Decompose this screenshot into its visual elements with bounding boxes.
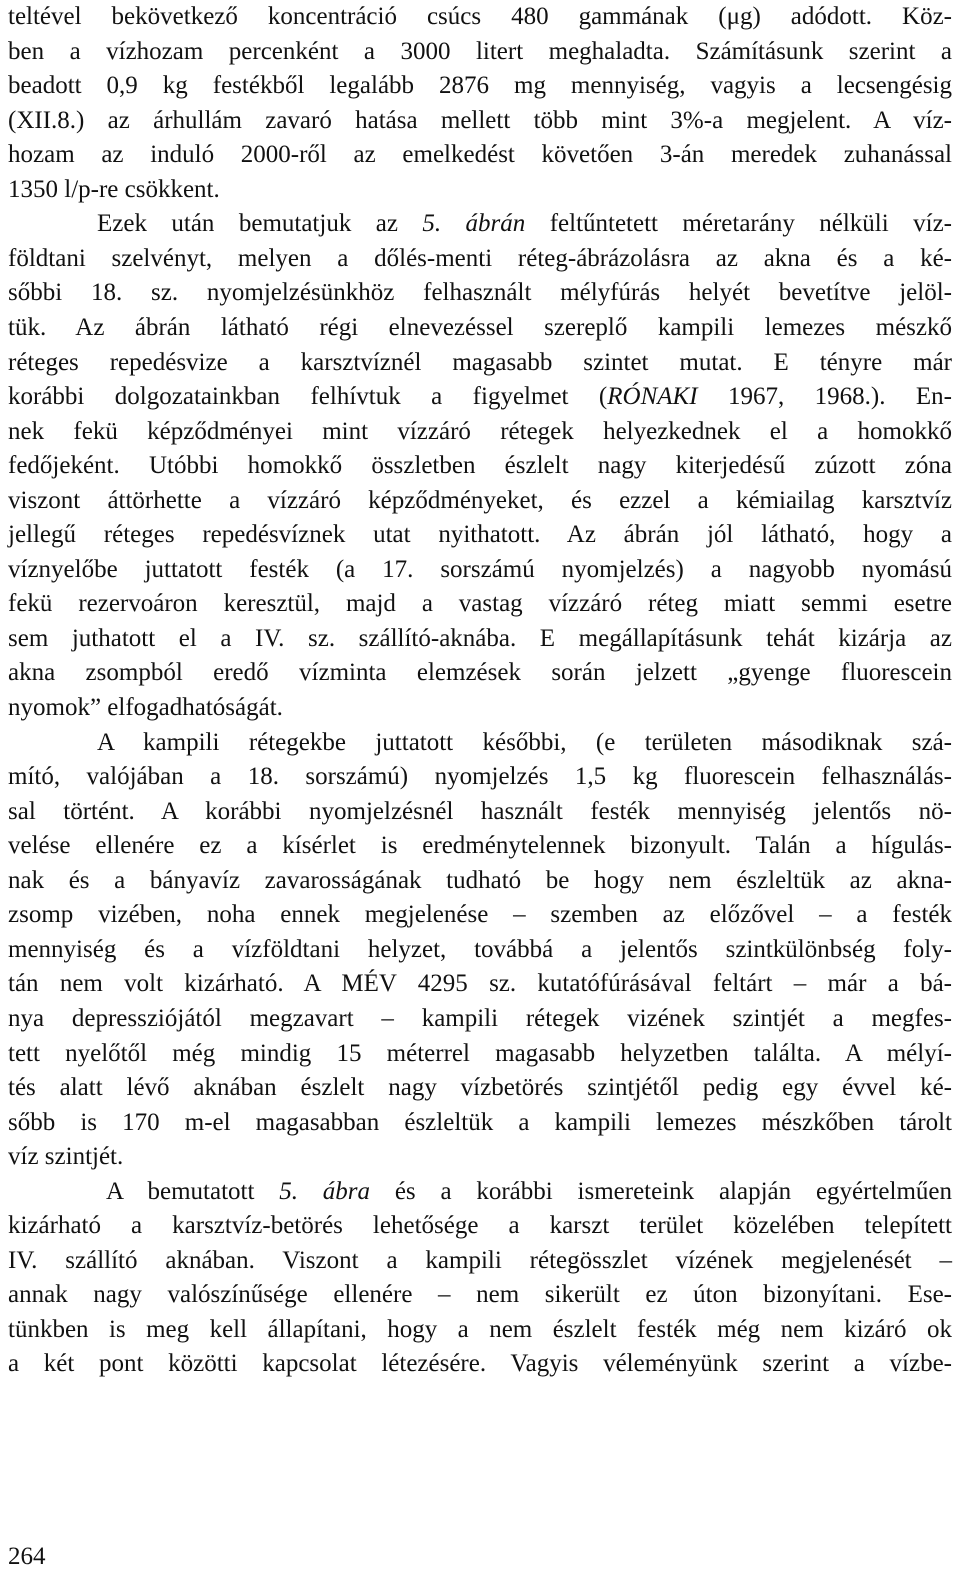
text-line: tük. Az ábrán látható régi elnevezéssel szereplő kampili lemezes mészkő: [8, 313, 952, 341]
text-line: velése ellenére ez a kísérlet is eredménytelennek bizonyult. Talán a hígulás-: [8, 832, 952, 860]
text-line: beadott 0,9 kg festékből legalább 2876 mg mennyiség, vagyis a lecsengésig: [8, 72, 952, 100]
text-line: sal történt. A korábbi nyomjelzésnél használt festék mennyiség jelentős nö-: [8, 797, 952, 825]
text-line: mennyiség és a vízföldtani helyzet, továbbá a jelentős szintkülönbség foly-: [8, 935, 952, 963]
text-line: fedőjeként. Utóbbi homokkő összletben észlelt nagy kiterjedésű zúzott zóna: [8, 452, 952, 480]
text-line: kizárható a karsztvíz-betörés lehetősége a karszt terület közelében telepített: [8, 1212, 952, 1240]
text-line: teltével bekövetkező koncentráció csúcs 480 gammának (μg) adódott. Köz-: [8, 3, 952, 30]
text-line: földtani szelvényt, melyen a dőlés-menti réteg-ábrázolásra az akna és a ké-: [8, 244, 952, 272]
text-line: [106, 1175, 952, 1209]
text-line: sőbb is 170 m-el magasabban észleltük a kampili lemezes mészkőben tárolt: [8, 1108, 952, 1136]
text-line: víz szintjét.: [8, 1143, 124, 1171]
page-number: 264: [8, 1543, 46, 1570]
text-line: akna zsompból eredő vízminta elemzések során jelzett „gyenge fluorescein: [8, 659, 952, 687]
text-segment: Ezek után bemutatjuk az: [97, 210, 423, 238]
text-line: mító, valójában a 18. sorszámú) nyomjelzés 1,5 kg fluorescein felhasználás-: [8, 763, 952, 791]
text-segment: feltűntetett méretarány nélküli víz-: [525, 210, 952, 238]
text-line: sem juthatott el a IV. sz. szállító-aknába. E megállapításunk tehát kizárja az: [8, 624, 952, 652]
text-segment: korábbi dolgozatainkban felhívtuk a figyelmet (: [8, 383, 608, 411]
text-line: réteges repedésvize a karsztvíznél magasabb szintet mutat. E tényre már: [8, 348, 952, 376]
text-line: IV. szállító aknában. Viszont a kampili rétegösszlet vízének megjelenését –: [8, 1246, 952, 1274]
text-line: nak és a bányavíz zavarosságának tudható be hogy nem észleltük az akna-: [8, 866, 952, 894]
text-segment: 1967, 1968.). En-: [697, 383, 953, 411]
text-line: zsomp vizében, noha ennek megjelenése – szemben az előzővel – a festék: [8, 901, 952, 929]
text-line: hozam az induló 2000-ről az emelkedést követően 3-án meredek zuhanással: [8, 141, 952, 169]
text-line: víznyelőbe juttatott festék (a 17. sorszámú nyomjelzés) a nagyobb nyomású: [8, 555, 952, 583]
text-line: 1350 l/p-re csökkent.: [8, 175, 220, 203]
text-line: nyomok” elfogadhatóságát.: [8, 694, 283, 721]
text-line: sőbbi 18. sz. nyomjelzésünkhöz felhasznált mélyfúrás helyét bevetítve jelöl-: [8, 279, 952, 307]
text-line: (XII.8.) az árhullám zavaró hatása mellett több mint 3%-a megjelent. A víz-: [8, 106, 952, 134]
text-line: tünkben is meg kell állapítani, hogy a nem észlelt festék még nem kizáró ok: [8, 1315, 952, 1343]
text-line: nek fekü képződményei mint vízzáró rétegek helyezkednek el a homokkő: [8, 417, 952, 445]
text-line: [97, 207, 952, 241]
text-line: a két pont közötti kapcsolat létezésére. Vagyis véleményünk szerint a vízbe-: [8, 1350, 952, 1378]
text-line: tán nem volt kizárható. A MÉV 4295 sz. kutatófúrásával feltárt – már a bá-: [8, 970, 952, 998]
text-line: jellegű réteges repedésvíznek utat nyithatott. Az ábrán jól látható, hogy a: [8, 521, 952, 549]
text-line: tett nyelőtől még mindig 15 méterrel magasabb helyzetben találta. A mélyí-: [8, 1039, 952, 1067]
text-segment: A bemutatott: [106, 1177, 280, 1205]
text-line: fekü rezervoáron keresztül, majd a vastag vízzáró réteg miatt semmi esetre: [8, 590, 952, 618]
text-line: viszont áttörhette a vízzáró képződményeket, és ezzel a kémiailag karsztvíz: [8, 486, 952, 514]
text-line: tés alatt lévő aknában észlelt nagy vízbetörés szintjétől pedig egy évvel ké-: [8, 1074, 952, 1102]
text-segment: és a korábbi ismereteink alapján egyértelműen: [370, 1177, 952, 1205]
text-line: [8, 380, 952, 414]
text-line: nya depressziójától megzavart – kampili rétegek vizének szintjét a megfes-: [8, 1004, 952, 1032]
text-line: ben a vízhozam percenként a 3000 litert meghaladta. Számításunk szerint a: [8, 37, 952, 65]
italic-reference: 5. ábrán: [422, 210, 526, 238]
text-line: A kampili rétegekbe juttatott későbbi, (e területen másodiknak szá-: [97, 728, 952, 756]
text-line: annak nagy valószínűsége ellenére – nem sikerült ez úton bizonyítani. Ese-: [8, 1281, 952, 1309]
italic-reference: RÓNAKI: [607, 383, 698, 411]
italic-reference: 5. ábra: [279, 1177, 371, 1205]
